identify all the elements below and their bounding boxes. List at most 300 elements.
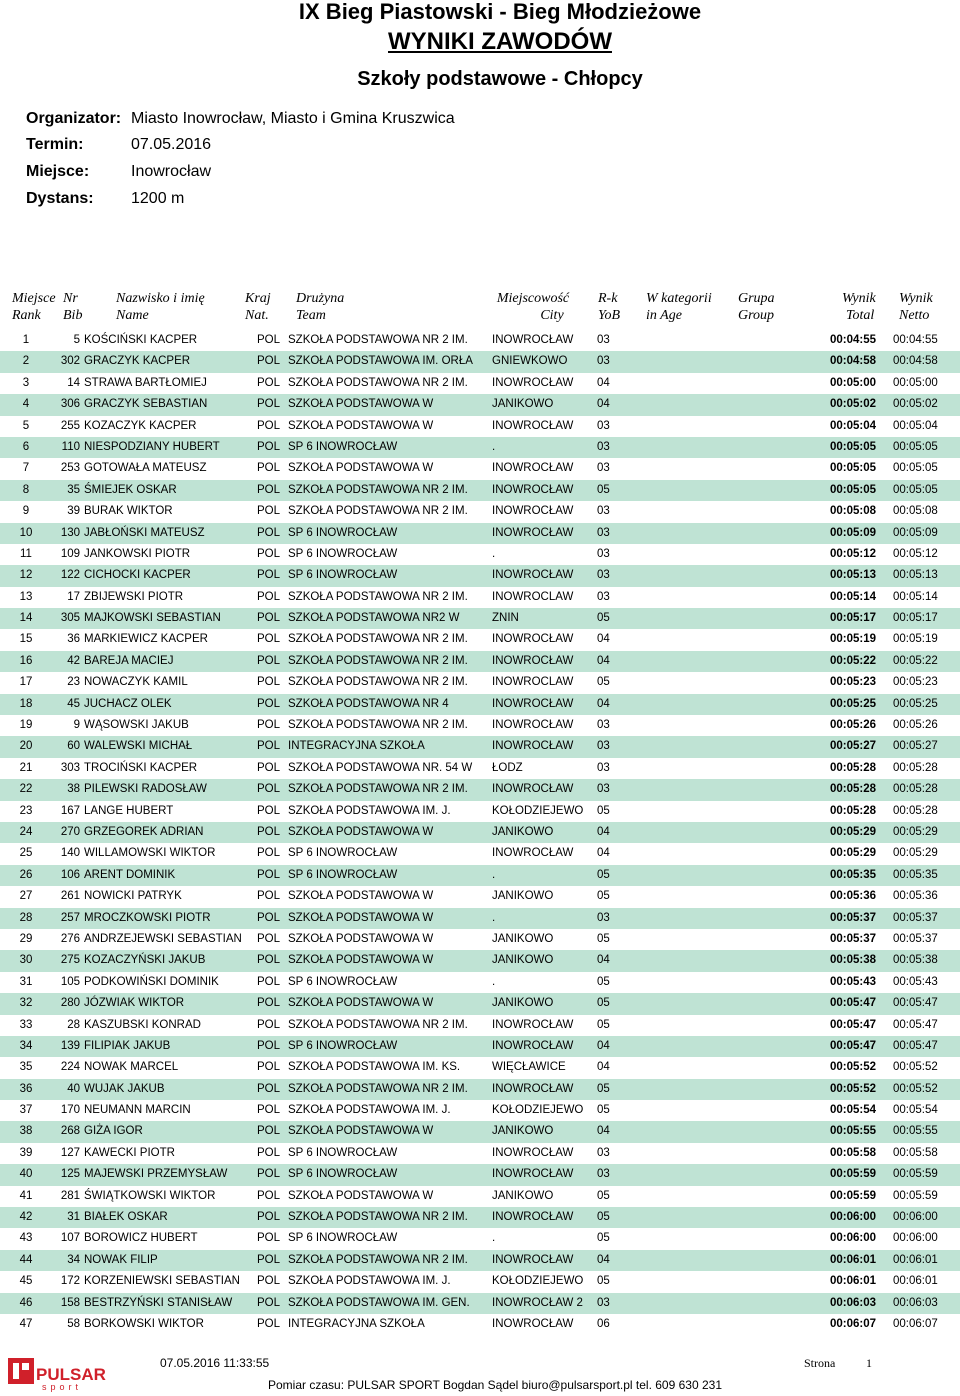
- city-cell: INOWROCŁAW: [492, 1253, 574, 1266]
- table-row: [0, 1164, 960, 1185]
- team-cell: SZKOŁA PODSTAWOWA W: [288, 419, 434, 432]
- total-cell: 00:05:47: [830, 1039, 877, 1052]
- team-cell: SP 6 INOWROCŁAW: [288, 975, 398, 988]
- yob-cell: 05: [597, 612, 610, 625]
- name-cell: JÓZWIAK WIKTOR: [84, 997, 185, 1010]
- rank-cell: 43: [19, 1232, 33, 1245]
- table-row: [0, 1228, 960, 1249]
- bib-cell: 122: [60, 569, 80, 582]
- rank-cell: 2: [22, 355, 30, 368]
- meta-value: 07.05.2016: [131, 136, 212, 153]
- total-cell: 00:05:25: [830, 697, 877, 710]
- col-header-line: Team: [296, 308, 326, 323]
- nat-cell: POL: [257, 1317, 281, 1330]
- rank-cell: 47: [19, 1317, 33, 1330]
- yob-cell: 04: [597, 847, 610, 860]
- table-row: [0, 1207, 960, 1228]
- rank-cell: 35: [19, 1061, 33, 1074]
- city-cell: INOWROCŁAW: [492, 783, 574, 796]
- rank-cell: 27: [19, 890, 33, 903]
- rank-cell: 20: [19, 740, 33, 753]
- bib-cell: 140: [60, 847, 80, 860]
- team-cell: SZKOŁA PODSTAWOWA NR 2 IM.: [288, 1018, 468, 1031]
- city-cell: INOWROCŁAW: [492, 1317, 574, 1330]
- yob-cell: 04: [597, 954, 610, 967]
- nat-cell: POL: [257, 440, 281, 453]
- city-cell: INOWROCŁAW: [492, 847, 574, 860]
- bib-cell: 38: [67, 783, 80, 796]
- team-cell: SZKOŁA PODSTAWOWA IM. J.: [288, 804, 451, 817]
- total-cell: 00:04:55: [830, 334, 877, 346]
- city-cell: INOWROCŁAW: [492, 334, 574, 346]
- col-header-line: Nazwisko i imię: [116, 291, 205, 306]
- netto-cell: 00:05:08: [893, 505, 938, 518]
- netto-cell: 00:05:22: [893, 654, 938, 667]
- col-header-yob: [598, 290, 620, 324]
- rank-cell: 33: [19, 1018, 33, 1031]
- team-cell: SP 6 INOWROCŁAW: [288, 440, 398, 453]
- name-cell: KORZENIEWSKI SEBASTIAN: [84, 1275, 240, 1288]
- rank-cell: 34: [19, 1039, 33, 1052]
- netto-cell: 00:05:37: [893, 932, 938, 945]
- yob-cell: 03: [597, 505, 610, 518]
- rank-cell: 12: [19, 569, 33, 582]
- nat-cell: POL: [257, 825, 281, 838]
- team-cell: SZKOŁA PODSTAWOWA NR. 54 W: [288, 761, 473, 774]
- name-cell: MAJKOWSKI SEBASTIAN: [84, 612, 221, 625]
- table-row: [0, 1293, 960, 1314]
- bib-cell: 23: [67, 676, 80, 689]
- total-cell: 00:05:59: [830, 1168, 877, 1181]
- team-cell: SZKOŁA PODSTAWOWA W: [288, 997, 434, 1010]
- nat-cell: POL: [257, 783, 281, 796]
- nat-cell: POL: [257, 355, 281, 368]
- yob-cell: 03: [597, 419, 610, 432]
- nat-cell: POL: [257, 1082, 281, 1095]
- logo-text: PULSAR: [36, 1365, 106, 1384]
- yob-cell: 03: [597, 1296, 610, 1309]
- rank-cell: 38: [19, 1125, 33, 1138]
- nat-cell: POL: [257, 1146, 281, 1159]
- bib-cell: 45: [67, 697, 80, 710]
- team-cell: SZKOŁA PODSTAWOWA IM. ORŁA: [288, 355, 473, 368]
- table-row: [0, 694, 960, 715]
- city-cell: INOWROCŁAW: [492, 1211, 574, 1224]
- netto-cell: 00:05:05: [893, 462, 938, 475]
- event-title: IX Bieg Piastowski - Bieg Młodzieżowe: [298, 0, 702, 24]
- city-cell: JANIKOWO: [492, 1125, 554, 1138]
- bib-cell: 58: [67, 1317, 80, 1330]
- rank-cell: 28: [19, 911, 33, 924]
- name-cell: PODKOWIŃSKI DOMINIK: [84, 975, 219, 988]
- bib-cell: 270: [60, 825, 80, 838]
- yob-cell: 03: [597, 1146, 610, 1159]
- table-row: [0, 779, 960, 800]
- total-cell: 00:05:43: [830, 975, 877, 988]
- nat-cell: POL: [257, 462, 281, 475]
- total-cell: 00:05:36: [830, 890, 877, 903]
- table-row: [0, 1250, 960, 1271]
- rank-cell: 3: [22, 376, 30, 389]
- col-header-name: [116, 290, 205, 324]
- city-cell: INOWROCŁAW: [492, 719, 574, 732]
- bib-cell: 255: [60, 419, 80, 432]
- city-cell: INOWROCŁAW: [492, 1082, 574, 1095]
- table-row: [0, 458, 960, 479]
- team-cell: SP 6 INOWROCŁAW: [288, 868, 398, 881]
- yob-cell: 04: [597, 697, 610, 710]
- total-cell: 00:05:00: [830, 376, 877, 389]
- name-cell: BOROWICZ HUBERT: [84, 1232, 198, 1245]
- nat-cell: POL: [257, 847, 281, 860]
- name-cell: KOŚCIŃSKI KACPER: [84, 334, 198, 346]
- name-cell: NIESPODZIANY HUBERT: [84, 440, 220, 453]
- rank-cell: 30: [19, 954, 33, 967]
- city-cell: JANIKOWO: [492, 890, 554, 903]
- rank-cell: 7: [22, 462, 30, 475]
- total-cell: 00:05:37: [830, 911, 877, 924]
- nat-cell: POL: [257, 526, 281, 539]
- total-cell: 00:06:01: [830, 1275, 877, 1288]
- table-row: [0, 715, 960, 736]
- total-cell: 00:05:13: [830, 569, 877, 582]
- nat-cell: POL: [257, 761, 281, 774]
- name-cell: LANGE HUBERT: [84, 804, 174, 817]
- nat-cell: POL: [257, 1211, 281, 1224]
- name-cell: ANDRZEJEWSKI SEBASTIAN: [84, 932, 242, 945]
- team-cell: SZKOŁA PODSTAWOWA W: [288, 1125, 434, 1138]
- nat-cell: POL: [257, 376, 281, 389]
- col-header-line: Grupa: [738, 291, 775, 306]
- col-header-team: [296, 290, 344, 324]
- bib-cell: 106: [60, 868, 80, 881]
- rank-cell: 9: [22, 505, 30, 518]
- total-cell: 00:05:58: [830, 1146, 877, 1159]
- bib-cell: 224: [60, 1061, 80, 1074]
- total-cell: 00:05:38: [830, 954, 877, 967]
- name-cell: BAREJA MACIEJ: [84, 654, 174, 667]
- table-row: [0, 843, 960, 864]
- city-cell: INOWROCŁAW: [492, 633, 574, 646]
- nat-cell: POL: [257, 997, 281, 1010]
- results-heading: WYNIKI ZAWODÓW: [388, 28, 612, 55]
- yob-cell: 05: [597, 1275, 610, 1288]
- bib-cell: 14: [67, 376, 80, 389]
- name-cell: TROCIŃSKI KACPER: [84, 761, 198, 774]
- print-datetime: 07.05.2016 11:33:55: [160, 1356, 270, 1370]
- netto-cell: 00:04:58: [893, 355, 938, 368]
- team-cell: SP 6 INOWROCŁAW: [288, 1232, 398, 1245]
- city-cell: INOWROCŁAW: [492, 483, 574, 496]
- team-cell: SZKOŁA PODSTAWOWA NR 2 IM.: [288, 654, 468, 667]
- bib-cell: 35: [67, 483, 80, 496]
- team-cell: SP 6 INOWROCŁAW: [288, 847, 398, 860]
- city-cell: INOWROCŁAW: [492, 462, 574, 475]
- bib-cell: 257: [60, 911, 80, 924]
- table-row: [0, 993, 960, 1014]
- netto-cell: 00:05:04: [893, 419, 938, 432]
- table-row: [0, 351, 960, 372]
- meta-label: Dystans:: [26, 190, 94, 207]
- city-cell: ŁÓDŹ: [492, 761, 523, 774]
- table-row: [0, 565, 960, 586]
- col-header-line: Drużyna: [296, 291, 345, 306]
- total-cell: 00:05:22: [830, 654, 877, 667]
- meta-label: Organizator:: [26, 110, 122, 127]
- nat-cell: POL: [257, 590, 281, 603]
- rank-cell: 44: [19, 1253, 33, 1266]
- col-header-rank: [12, 290, 56, 324]
- bib-cell: 39: [67, 505, 80, 518]
- yob-cell: 04: [597, 1039, 610, 1052]
- table-row: [0, 908, 960, 929]
- bib-cell: 130: [60, 526, 80, 539]
- team-cell: SZKOŁA PODSTAWOWA W: [288, 911, 434, 924]
- col-header-nat: [245, 290, 271, 324]
- city-cell: GNIEWKOWO: [492, 355, 568, 368]
- city-cell: WIĘCŁAWICE: [492, 1061, 566, 1074]
- name-cell: GRZEGOREK ADRIAN: [84, 825, 204, 838]
- name-cell: WALEWSKI MICHAŁ: [84, 740, 193, 753]
- bib-cell: 139: [60, 1039, 80, 1052]
- total-cell: 00:06:03: [830, 1296, 877, 1309]
- team-cell: SZKOŁA PODSTAWOWA NR 2 IM.: [288, 376, 468, 389]
- nat-cell: POL: [257, 398, 281, 411]
- nat-cell: POL: [257, 1168, 281, 1181]
- nat-cell: POL: [257, 676, 281, 689]
- rank-cell: 32: [19, 997, 33, 1010]
- yob-cell: 04: [597, 376, 610, 389]
- bib-cell: 276: [60, 932, 80, 945]
- netto-cell: 00:05:17: [893, 612, 938, 625]
- meta-value: Miasto Inowrocław, Miasto i Gmina Kruszwica: [131, 110, 455, 127]
- meta-label: Termin:: [26, 136, 84, 153]
- total-cell: 00:05:02: [830, 398, 877, 411]
- team-cell: SZKOŁA PODSTAWOWA IM. KS.: [288, 1061, 461, 1074]
- bib-cell: 125: [60, 1168, 80, 1181]
- city-cell: JANIKOWO: [492, 997, 554, 1010]
- table-row: [0, 651, 960, 672]
- name-cell: GRACZYK KACPER: [84, 355, 191, 368]
- rank-cell: 5: [22, 419, 30, 432]
- bib-cell: 9: [73, 719, 80, 732]
- name-cell: ŚWIĄTKOWSKI WIKTOR: [84, 1189, 216, 1202]
- nat-cell: POL: [257, 1253, 281, 1266]
- yob-cell: 05: [597, 890, 610, 903]
- total-cell: 00:05:35: [830, 868, 877, 881]
- col-header-line: Group: [738, 308, 775, 323]
- netto-cell: 00:05:52: [893, 1061, 938, 1074]
- city-cell: INOWROCŁAW: [492, 1146, 574, 1159]
- yob-cell: 03: [597, 783, 610, 796]
- table-row: [0, 672, 960, 693]
- name-cell: NOWICKI PATRYK: [84, 890, 182, 903]
- bib-cell: 60: [67, 740, 80, 753]
- city-cell: KOŁODZIEJEWO: [492, 1104, 584, 1117]
- yob-cell: 03: [597, 526, 610, 539]
- col-header-line: R-k: [598, 291, 618, 306]
- total-cell: 00:06:01: [830, 1253, 877, 1266]
- team-cell: SZKOŁA PODSTAWOWA NR 2 IM.: [288, 676, 468, 689]
- col-header-group: [738, 290, 775, 324]
- nat-cell: POL: [257, 1061, 281, 1074]
- rank-cell: 29: [19, 932, 33, 945]
- rank-cell: 39: [19, 1146, 33, 1159]
- netto-cell: 00:05:28: [893, 783, 938, 796]
- city-cell: INOWROCŁAW: [492, 697, 574, 710]
- rank-cell: 21: [19, 761, 33, 774]
- bib-cell: 275: [60, 954, 80, 967]
- col-header-line: Netto: [899, 308, 930, 323]
- rank-cell: 13: [19, 590, 33, 603]
- city-cell: .: [492, 911, 496, 924]
- table-row: [0, 1015, 960, 1036]
- yob-cell: 04: [597, 825, 610, 838]
- team-cell: SZKOŁA PODSTAWOWA NR 2 IM.: [288, 1082, 468, 1095]
- city-cell: JANIKOWO: [492, 825, 554, 838]
- total-cell: 00:05:59: [830, 1189, 877, 1202]
- city-cell: INOWROCŁAW: [492, 376, 574, 389]
- netto-cell: 00:05:59: [893, 1168, 938, 1181]
- total-cell: 00:04:58: [830, 355, 877, 368]
- table-row: [0, 1036, 960, 1057]
- bib-cell: 281: [60, 1189, 80, 1202]
- netto-cell: 00:06:01: [893, 1275, 938, 1288]
- total-cell: 00:05:54: [830, 1104, 877, 1117]
- team-cell: SZKOŁA PODSTAWOWA W: [288, 462, 434, 475]
- total-cell: 00:05:12: [830, 547, 877, 560]
- rank-cell: 4: [22, 398, 30, 411]
- rank-cell: 46: [19, 1296, 33, 1309]
- team-cell: SZKOŁA PODSTAWOWA NR 2 IM.: [288, 719, 468, 732]
- name-cell: GIŻA IGOR: [84, 1125, 143, 1138]
- netto-cell: 00:05:59: [893, 1189, 938, 1202]
- col-header-line: Rank: [12, 308, 41, 323]
- meta-value: 1200 m: [131, 190, 185, 207]
- netto-cell: 00:05:29: [893, 825, 938, 838]
- nat-cell: POL: [257, 932, 281, 945]
- name-cell: FILIPIAK JAKUB: [84, 1039, 171, 1052]
- netto-cell: 00:05:54: [893, 1104, 938, 1117]
- table-row: [0, 437, 960, 458]
- name-cell: WĄSOWSKI JAKUB: [84, 719, 189, 732]
- city-cell: INOWROCŁAW: [492, 505, 574, 518]
- page-label: Strona: [804, 1356, 836, 1370]
- name-cell: JUCHACZ OLEK: [84, 697, 172, 710]
- yob-cell: 03: [597, 740, 610, 753]
- category-heading: Szkoły podstawowe - Chłopcy: [357, 68, 643, 90]
- total-cell: 00:06:00: [830, 1211, 877, 1224]
- logo-mark: [8, 1358, 34, 1384]
- total-cell: 00:05:14: [830, 590, 877, 603]
- nat-cell: POL: [257, 804, 281, 817]
- col-header-line: Wynik: [842, 291, 876, 306]
- city-cell: JANIKOWO: [492, 932, 554, 945]
- team-cell: SZKOŁA PODSTAWOWA W: [288, 1189, 434, 1202]
- total-cell: 00:05:05: [830, 462, 877, 475]
- nat-cell: POL: [257, 1189, 281, 1202]
- rank-cell: 1: [22, 334, 30, 346]
- rank-cell: 17: [19, 676, 33, 689]
- col-header-agecat: [646, 290, 712, 324]
- name-cell: BORKOWSKI WIKTOR: [84, 1317, 204, 1330]
- total-cell: 00:05:28: [830, 783, 877, 796]
- name-cell: NOWAK FILIP: [84, 1253, 158, 1266]
- nat-cell: POL: [257, 1018, 281, 1031]
- city-cell: JANIKOWO: [492, 1189, 554, 1202]
- netto-cell: 00:05:05: [893, 483, 938, 496]
- nat-cell: POL: [257, 1232, 281, 1245]
- yob-cell: 03: [597, 355, 610, 368]
- team-cell: SZKOŁA PODSTAWOWA NR 2 IM.: [288, 633, 468, 646]
- yob-cell: 05: [597, 997, 610, 1010]
- rank-cell: 36: [19, 1082, 33, 1095]
- page-number: 1: [866, 1356, 872, 1370]
- netto-cell: 00:05:28: [893, 804, 938, 817]
- netto-cell: 00:05:13: [893, 569, 938, 582]
- rank-cell: 25: [19, 847, 33, 860]
- col-header-line: Nr: [63, 291, 78, 306]
- city-cell: INOWROCŁAW: [492, 1039, 574, 1052]
- yob-cell: 03: [597, 547, 610, 560]
- bib-cell: 302: [60, 355, 80, 368]
- results-table: [0, 330, 960, 1335]
- bib-cell: 5: [73, 334, 80, 346]
- name-cell: NOWAK MARCEL: [84, 1061, 179, 1074]
- city-cell: .: [492, 440, 496, 453]
- city-cell: .: [492, 1232, 496, 1245]
- netto-cell: 00:05:58: [893, 1146, 938, 1159]
- nat-cell: POL: [257, 740, 281, 753]
- table-row: [0, 1143, 960, 1164]
- col-header-line: City: [540, 308, 564, 323]
- bib-cell: 158: [60, 1296, 80, 1309]
- col-header-line: YoB: [598, 308, 621, 323]
- name-cell: STRAWA BARTŁOMIEJ: [84, 376, 207, 389]
- yob-cell: 05: [597, 975, 610, 988]
- table-row: [0, 929, 960, 950]
- name-cell: KOZACZYK KACPER: [84, 419, 197, 432]
- team-cell: SZKOŁA PODSTAWOWA NR 2 IM.: [288, 334, 468, 346]
- table-row: [0, 758, 960, 779]
- table-row: [0, 972, 960, 993]
- yob-cell: 05: [597, 1232, 610, 1245]
- team-cell: SZKOŁA PODSTAWOWA NR 2 IM.: [288, 783, 468, 796]
- nat-cell: POL: [257, 890, 281, 903]
- total-cell: 00:05:52: [830, 1082, 877, 1095]
- team-cell: SZKOŁA PODSTAWOWA NR 2 IM.: [288, 1253, 468, 1266]
- bib-cell: 31: [67, 1211, 80, 1224]
- bib-cell: 34: [67, 1253, 80, 1266]
- team-cell: SZKOŁA PODSTAWOWA NR 2 IM.: [288, 1211, 468, 1224]
- team-cell: SZKOŁA PODSTAWOWA W: [288, 825, 434, 838]
- name-cell: MAJEWSKI PRZEMYSŁAW: [84, 1168, 228, 1181]
- col-header-total: [842, 290, 876, 324]
- yob-cell: 04: [597, 654, 610, 667]
- table-row: [0, 480, 960, 501]
- bib-cell: 306: [60, 398, 80, 411]
- netto-cell: 00:05:43: [893, 975, 938, 988]
- bib-cell: 268: [60, 1125, 80, 1138]
- rank-cell: 14: [19, 612, 33, 625]
- rank-cell: 24: [19, 825, 33, 838]
- col-header-line: Nat.: [245, 308, 269, 323]
- team-cell: SZKOŁA PODSTAWOWA W: [288, 890, 434, 903]
- total-cell: 00:05:05: [830, 440, 877, 453]
- total-cell: 00:05:09: [830, 526, 877, 539]
- nat-cell: POL: [257, 975, 281, 988]
- netto-cell: 00:05:28: [893, 761, 938, 774]
